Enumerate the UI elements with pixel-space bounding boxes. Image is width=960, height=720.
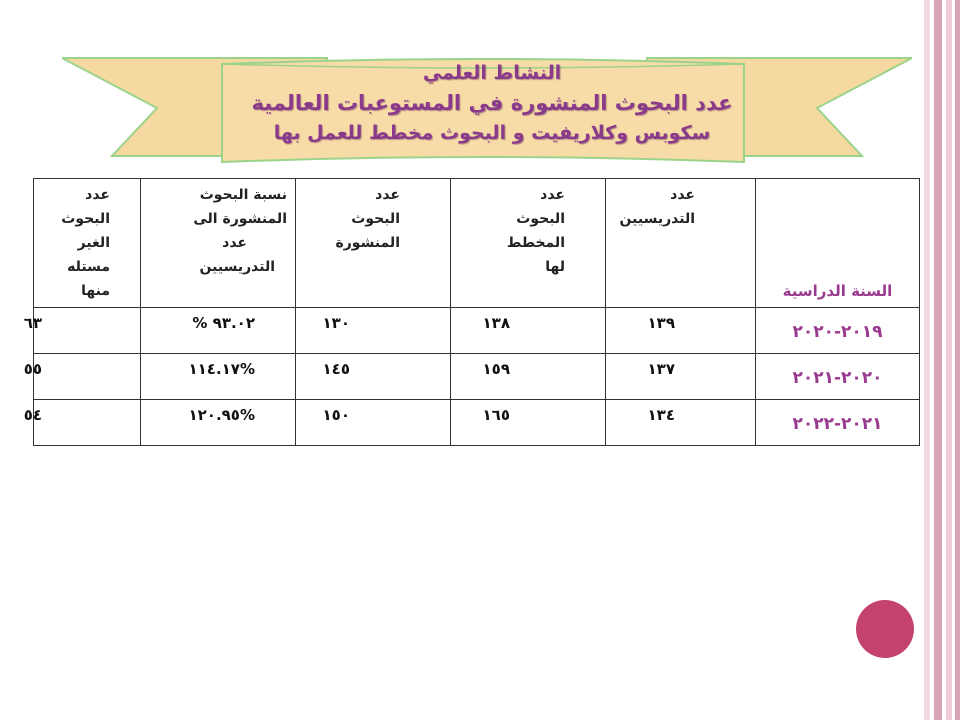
stripe-3 — [946, 0, 952, 720]
header-publication-ratio — [141, 179, 296, 308]
table-row — [34, 400, 920, 446]
header-text: الغير مستله — [67, 235, 110, 275]
cell-published: ١٤٥ — [296, 354, 451, 400]
header-text: البحوث — [516, 211, 565, 227]
cell-ratio: ٩٣.٠٢ % — [141, 308, 296, 354]
cell-planned: ١٣٨ — [451, 308, 606, 354]
header-text: التدريسيين — [199, 259, 275, 275]
cell-faculty: ١٣٧ — [606, 354, 756, 400]
cell-faculty: ١٣٩ — [606, 308, 756, 354]
header-text: عدد — [540, 187, 565, 203]
header-text: البحوث — [61, 211, 110, 227]
header-faculty-count — [606, 179, 756, 308]
cell-unlisted: ٦٣ — [34, 308, 141, 354]
banner-line-1: النشاط العلمي — [422, 62, 562, 84]
stripe-1 — [924, 0, 930, 720]
banner-line-3: سكوبس وكلاريفيت و البحوث مخطط للعمل بها — [273, 122, 711, 144]
research-table — [23, 178, 920, 446]
header-text: المنشورة الى — [193, 211, 287, 227]
header-unlisted-research — [34, 179, 141, 308]
header-text: لها — [545, 259, 565, 275]
header-published-research — [296, 179, 451, 308]
cell-unlisted: ٥٥ — [34, 354, 141, 400]
header-text: البحوث — [351, 211, 400, 227]
header-text: التدريسيين — [619, 211, 695, 227]
cell-planned: ١٦٥ — [451, 400, 606, 446]
cell-planned: ١٥٩ — [451, 354, 606, 400]
banner-title — [222, 58, 762, 148]
cell-year: ٢٠٢١-٢٠٢٢ — [756, 400, 920, 446]
header-planned-research — [451, 179, 606, 308]
cell-ratio: %١١٤.١٧ — [141, 354, 296, 400]
header-text: نسبة البحوث — [199, 187, 287, 203]
table-row — [34, 354, 920, 400]
header-text: منها — [81, 283, 110, 299]
header-text: المخطط — [506, 235, 565, 251]
cell-published: ١٣٠ — [296, 308, 451, 354]
table-header-row — [34, 179, 920, 308]
cell-ratio: %١٢٠.٩٥ — [141, 400, 296, 446]
stripe-2 — [934, 0, 942, 720]
cell-year: ٢٠٢٠-٢٠٢١ — [756, 354, 920, 400]
header-text: المنشورة — [335, 235, 400, 251]
cell-faculty: ١٣٤ — [606, 400, 756, 446]
cell-year: ٢٠١٩-٢٠٢٠ — [756, 308, 920, 354]
header-text: عدد — [670, 187, 695, 203]
decorative-circle — [856, 600, 914, 658]
decorative-stripes — [920, 0, 960, 720]
stripe-4 — [955, 0, 960, 720]
cell-published: ١٥٠ — [296, 400, 451, 446]
header-text: عدد — [222, 235, 247, 251]
title-banner — [62, 50, 912, 170]
header-academic-year: السنة الدراسية — [756, 179, 920, 308]
cell-unlisted: ٥٤ — [34, 400, 141, 446]
table-row — [34, 308, 920, 354]
banner-line-2: عدد البحوث المنشورة في المستوعبات العالمية — [251, 91, 733, 115]
header-text: عدد — [375, 187, 400, 203]
header-text: عدد — [85, 187, 110, 203]
